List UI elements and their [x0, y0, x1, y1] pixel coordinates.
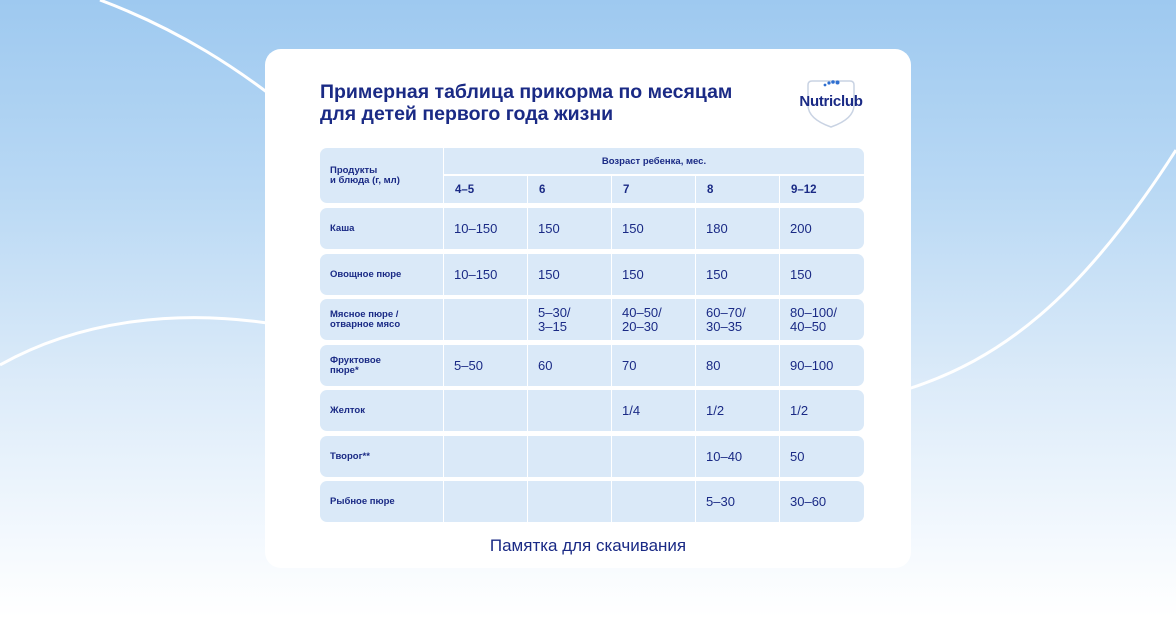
cell-value: 200 [790, 220, 812, 236]
row-label-text: Мясное пюре / [330, 308, 399, 320]
cell-value: 5–30/ [538, 304, 571, 320]
cell-value: 60 [538, 357, 553, 373]
cell-value: 50 [790, 448, 805, 464]
cell-value: 150 [706, 266, 728, 282]
table-cell [780, 254, 864, 295]
cell-value: 1/2 [790, 402, 809, 418]
table-cell [696, 299, 779, 340]
row-label-text: пюре* [330, 364, 359, 376]
table-cell [444, 436, 527, 477]
table-cell [780, 390, 864, 431]
row-label [320, 299, 443, 340]
table-cell [528, 299, 611, 340]
table-cell [444, 390, 527, 431]
table-cell [612, 345, 695, 386]
table-cell [612, 481, 695, 522]
cell-value: 40–50 [790, 318, 827, 334]
cell-value: 10–40 [706, 448, 743, 464]
table-cell [612, 254, 695, 295]
table-cell [696, 208, 779, 249]
cell-value: 150 [538, 220, 560, 236]
logo-text: Nutriclub [799, 93, 863, 110]
table-cell [612, 390, 695, 431]
row-label-text: Овощное пюре [330, 268, 402, 280]
cell-value: 60–70/ [706, 304, 746, 320]
table-cell [444, 345, 527, 386]
row-label [320, 390, 443, 431]
table-cell [528, 481, 611, 522]
row-label [320, 208, 443, 249]
cell-value: 10–150 [454, 220, 498, 236]
table-cell [528, 345, 611, 386]
table-cell [696, 481, 779, 522]
table-header-age-group: Возраст ребенка, мес. [444, 148, 864, 174]
age-column-8: 8 [696, 176, 779, 203]
row-label-text: Творог** [330, 450, 370, 462]
cell-value: 80 [706, 357, 721, 373]
download-memo-link[interactable]: Памятка для скачивания [489, 536, 687, 555]
cell-value: 30–35 [706, 318, 743, 334]
age-column-4-5: 4–5 [444, 176, 527, 203]
row-label [320, 345, 443, 386]
header-label-line-2: и блюда (г, мл) [330, 175, 400, 186]
cell-value: 150 [622, 220, 644, 236]
cell-value: 70 [622, 357, 637, 373]
cell-value: 150 [790, 266, 812, 282]
cell-value: 150 [622, 266, 644, 282]
table-cell [528, 390, 611, 431]
table-cell [444, 481, 527, 522]
cell-value: 5–50 [454, 357, 483, 373]
age-column-6: 6 [528, 176, 611, 203]
table-cell [696, 436, 779, 477]
row-label-text: отварное мясо [330, 318, 401, 330]
cell-value: 1/2 [706, 402, 725, 418]
title-line-2: для детей первого года жизни [320, 103, 614, 125]
table-cell [444, 254, 527, 295]
cell-value: 90–100 [790, 357, 834, 373]
table-cell [780, 436, 864, 477]
cell-value: 5–30 [706, 493, 735, 509]
table-cell [444, 208, 527, 249]
table-cell [780, 481, 864, 522]
row-label [320, 481, 443, 522]
table-cell [696, 390, 779, 431]
table-cell [612, 299, 695, 340]
age-column-9-12: 9–12 [780, 176, 864, 203]
cell-value: 1/4 [622, 402, 641, 418]
table-cell [528, 208, 611, 249]
cell-value: 20–30 [622, 318, 659, 334]
row-label [320, 436, 443, 477]
row-label-text: Фруктовое [330, 354, 381, 366]
table-cell [612, 208, 695, 249]
nutriclub-logo [792, 77, 870, 129]
row-label [320, 254, 443, 295]
header-label-line-1: Продукты [330, 165, 378, 176]
cell-value: 180 [706, 220, 728, 236]
row-label-text: Рыбное пюре [330, 495, 395, 507]
page-title [320, 81, 780, 125]
title-line-1: Примерная таблица прикорма по месяцам [320, 81, 733, 103]
cell-value: 80–100/ [790, 304, 837, 320]
cell-value: 3–15 [538, 318, 567, 334]
row-label-text: Желток [330, 404, 365, 416]
table-cell [780, 345, 864, 386]
row-label-text: Каша [330, 222, 355, 234]
feeding-table-card [265, 49, 911, 568]
table-header-products [320, 148, 443, 203]
table-cell [696, 254, 779, 295]
table-cell [528, 254, 611, 295]
table-cell [444, 299, 527, 340]
table-cell [780, 208, 864, 249]
table-cell [612, 436, 695, 477]
age-column-7: 7 [612, 176, 695, 203]
table-cell [528, 436, 611, 477]
cell-value: 40–50/ [622, 304, 662, 320]
cell-value: 30–60 [790, 493, 827, 509]
table-cell [696, 345, 779, 386]
cell-value: 10–150 [454, 266, 498, 282]
cell-value: 150 [538, 266, 560, 282]
table-cell [780, 299, 864, 340]
